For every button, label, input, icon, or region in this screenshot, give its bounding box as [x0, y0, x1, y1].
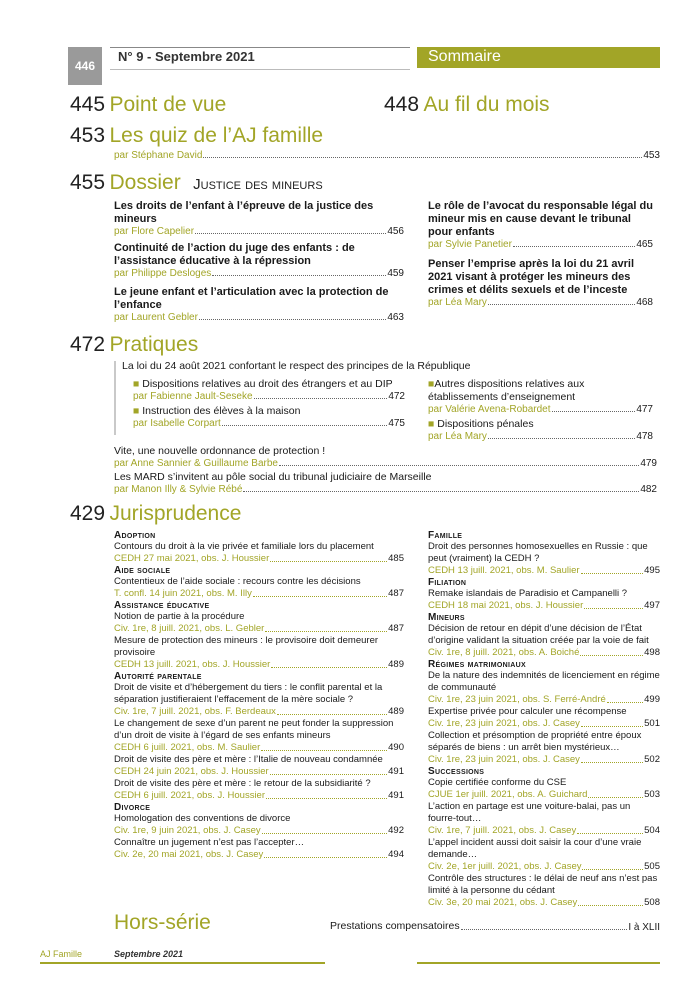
page-ref: 499 — [644, 694, 660, 705]
author: par Laurent Gebler — [114, 312, 198, 323]
case-entry[interactable] — [114, 635, 404, 671]
page-number-box — [68, 47, 102, 85]
case-entry[interactable] — [428, 623, 660, 659]
section-hors-serie[interactable]: Hors-série — [114, 911, 211, 934]
case-reference: T. confl. 14 juin 2021, obs. M. Illy — [114, 588, 252, 599]
bullet-icon: ■ — [133, 405, 140, 417]
page-ref: 490 — [388, 742, 404, 753]
category-heading: Aide sociale — [114, 565, 171, 576]
case-entry[interactable] — [428, 730, 660, 766]
page-ref: 456 — [387, 226, 404, 237]
pratiques-item[interactable] — [133, 378, 405, 402]
case-entry[interactable] — [428, 837, 660, 873]
section-quiz[interactable] — [70, 124, 323, 148]
case-title: Contrôle des structures : le délai de neuf ans n’est pas limité à la personne du cédant — [428, 873, 658, 896]
page-ref: 495 — [644, 565, 660, 576]
category-heading: Autorité parentale — [114, 671, 202, 682]
page-ref: 453 — [643, 150, 660, 161]
author: par Sylvie Panetier — [428, 239, 512, 250]
author: par Fabienne Jault-Seseke — [133, 391, 253, 402]
footer-date: Septembre 2021 — [114, 949, 184, 959]
pratiques-item[interactable] — [133, 405, 405, 429]
page-ref: 501 — [644, 718, 660, 729]
case-reference: Civ. 1re, 7 juill. 2021, obs. J. Casey — [428, 825, 577, 836]
case-reference: Civ. 1re, 9 juin 2021, obs. J. Casey — [114, 825, 261, 836]
section-title: Pratiques — [109, 333, 199, 356]
page-ref: 472 — [388, 391, 405, 402]
case-entry[interactable] — [114, 778, 404, 802]
case-title: Remake islandais de Paradisio et Campanelli ? — [428, 588, 628, 599]
author: par Philippe Desloges — [114, 268, 212, 279]
case-title: Collection et présomption de propriété entre époux séparés de biens : un arrêt bien mystérieux… — [428, 730, 642, 753]
case-reference: Civ. 1re, 23 juin 2021, obs. J. Casey — [428, 754, 580, 765]
pratiques-bracket — [114, 361, 116, 435]
section-number: 429 — [70, 502, 106, 525]
article-title: Les droits de l’enfant à l’épreuve de la justice des mineurs — [114, 200, 374, 225]
case-title: Contours du droit à la vie privée et familiale lors du placement — [114, 541, 374, 552]
case-title: Droit des personnes homosexuelles en Russie : que peut (vraiment) la CEDH ? — [428, 541, 648, 564]
case-title: Homologation des conventions de divorce — [114, 813, 291, 824]
pratiques-item[interactable] — [428, 418, 653, 442]
case-entry[interactable] — [428, 801, 660, 837]
section-number: 453 — [70, 124, 106, 147]
item-title: Autres dispositions relatives aux établissements d’enseignement — [428, 378, 585, 403]
item-title: Dispositions relatives au droit des étrangers et au DIP — [142, 378, 393, 390]
sommaire-title: Sommaire — [428, 48, 501, 65]
author: par Léa Mary — [428, 431, 487, 442]
toc-entry-hors-serie[interactable] — [330, 920, 660, 933]
author: par Stéphane David — [114, 150, 203, 161]
item-title: Instruction des élèves à la maison — [142, 405, 301, 417]
section-number: 448 — [384, 93, 420, 116]
page-ref: 494 — [388, 849, 404, 860]
page-ref: 468 — [636, 297, 653, 308]
page-ref: 487 — [388, 623, 404, 634]
case-entry[interactable] — [428, 541, 660, 577]
case-entry[interactable] — [428, 588, 660, 612]
section-jurisprudence[interactable] — [70, 502, 241, 526]
page-ref: 504 — [644, 825, 660, 836]
case-reference: CEDH 24 juin 2021, obs. J. Houssier — [114, 766, 269, 777]
author: par Valérie Avena-Robardet — [428, 404, 551, 415]
case-title: Mesure de protection des mineurs : le provisoire doit demeurer provisoire — [114, 635, 379, 658]
section-point-de-vue[interactable] — [70, 93, 226, 117]
page-ref: 465 — [636, 239, 653, 250]
page-ref: 487 — [388, 588, 404, 599]
dossier-article[interactable] — [114, 242, 404, 279]
case-reference: CEDH 13 juill. 2021, obs. J. Houssier — [114, 659, 271, 670]
section-au-fil-du-mois[interactable] — [384, 93, 550, 117]
case-reference: Civ. 1re, 23 juin 2021, obs. J. Casey — [428, 718, 580, 729]
item-title: Vite, une nouvelle ordonnance de protection ! — [114, 445, 326, 457]
case-entry[interactable] — [114, 754, 404, 778]
footer-rule-left — [40, 962, 325, 964]
case-reference: CJUE 1er juill. 2021, obs. A. Guichard — [428, 789, 588, 800]
section-title: Les quiz de l’AJ famille — [109, 124, 324, 147]
case-title: Contentieux de l’aide sociale : recours contre les décisions — [114, 576, 361, 587]
case-entry[interactable] — [114, 813, 404, 837]
category-heading: Mineurs — [428, 612, 465, 623]
case-reference: CEDH 13 juill. 2021, obs. M. Saulier — [428, 565, 580, 576]
section-title: Au fil du mois — [423, 93, 550, 116]
page-ref: I à XLII — [628, 922, 660, 933]
dossier-article[interactable] — [114, 286, 404, 323]
author: par Isabelle Corpart — [133, 418, 221, 429]
page-ref: 463 — [387, 312, 404, 323]
category-heading: Famille — [428, 530, 463, 541]
pratiques-item[interactable] — [114, 445, 657, 469]
case-reference: CEDH 6 juill. 2021, obs. M. Saulier — [114, 742, 261, 753]
section-title: Point de vue — [109, 93, 227, 116]
case-reference: CEDH 27 mai 2021, obs. J. Houssier — [114, 553, 270, 564]
bullet-icon: ■ — [428, 378, 435, 390]
section-pratiques[interactable] — [70, 333, 198, 357]
category-heading: Successions — [428, 766, 485, 777]
case-entry[interactable] — [114, 541, 404, 565]
case-title: Droit de visite et d’hébergement du tiers : le conflit parental et la séparation justifieraient l’effacement de la mère sociale ? — [114, 682, 383, 705]
section-number: 455 — [70, 171, 106, 194]
pratiques-item[interactable] — [428, 378, 653, 415]
dossier-theme: Justice des mineurs — [193, 176, 323, 193]
bullet-icon: ■ — [133, 378, 140, 390]
case-title: Notion de partie à la procédure — [114, 611, 245, 622]
section-dossier[interactable] — [70, 171, 323, 195]
case-entry[interactable] — [114, 576, 404, 600]
page-ref: 492 — [388, 825, 404, 836]
case-entry[interactable] — [428, 706, 660, 730]
article-title: Le rôle de l’avocat du responsable légal du mineur mis en cause devant le tribunal pour enfants — [428, 200, 653, 238]
case-title: De la nature des indemnités de licenciement en régime de communauté — [428, 670, 660, 693]
page-ref: 505 — [644, 861, 660, 872]
item-title: Les MARD s’invitent au pôle social du tribunal judiciaire de Marseille — [114, 471, 432, 483]
case-entry[interactable] — [114, 718, 404, 754]
page-ref: 497 — [644, 600, 660, 611]
case-reference: CEDH 18 mai 2021, obs. J. Houssier — [428, 600, 584, 611]
case-entry[interactable] — [114, 611, 404, 635]
case-entry[interactable] — [428, 777, 660, 801]
pratiques-intro: La loi du 24 août 2021 confortant le respect des principes de la République — [122, 360, 471, 372]
dossier-article[interactable] — [428, 200, 653, 250]
case-title: Expertise privée pour calculer une récompense — [428, 706, 627, 717]
article-title: Continuité de l’action du juge des enfants : de l’assistance éducative à la répression — [114, 242, 355, 267]
jurisprudence-left-column — [114, 530, 404, 861]
dossier-article[interactable] — [428, 258, 653, 308]
case-reference: Civ. 1re, 8 juill. 2021, obs. A. Boiché — [428, 647, 580, 658]
page-ref: 485 — [388, 553, 404, 564]
case-entry[interactable] — [114, 837, 404, 861]
page-ref: 482 — [640, 484, 657, 495]
case-reference: Civ. 1re, 8 juill. 2021, obs. L. Gebler — [114, 623, 265, 634]
category-heading: Assistance éducative — [114, 600, 210, 611]
case-title: Le changement de sexe d’un parent ne peut fonder la suppression d’un droit de visite à l’égard de ses enfants mineurs — [114, 718, 394, 741]
page-ref: 475 — [388, 418, 405, 429]
case-title: Droit de visite des père et mère : l’Italie de nouveau condamnée — [114, 754, 383, 765]
page-ref: 491 — [388, 790, 404, 801]
toc-entry-quiz[interactable] — [114, 150, 660, 161]
author: par Léa Mary — [428, 297, 487, 308]
dossier-article[interactable] — [114, 200, 404, 237]
page-ref: 498 — [644, 647, 660, 658]
author: par Manon Illy & Sylvie Rébé — [114, 484, 243, 495]
page-ref: 502 — [644, 754, 660, 765]
item-title: Prestations compensatoires — [330, 920, 460, 932]
page-ref: 489 — [388, 659, 404, 670]
case-title: L’action en partage est une voiture-balai, pas un fourre-tout… — [428, 801, 631, 824]
article-title: Le jeune enfant et l’articulation avec la protection de l’enfance — [114, 286, 389, 311]
section-number: 445 — [70, 93, 106, 116]
case-entry[interactable] — [428, 873, 660, 909]
category-heading: Divorce — [114, 802, 151, 813]
case-title: Droit de visite des père et mère : le retour de la subsidiarité ? — [114, 778, 371, 789]
case-reference: Civ. 2e, 20 mai 2021, obs. J. Casey — [114, 849, 264, 860]
footer-rule-right — [417, 962, 660, 964]
case-title: L’appel incident aussi doit saisir la cour d’une vraie demande… — [428, 837, 642, 860]
case-entry[interactable] — [114, 682, 404, 718]
bullet-icon: ■ — [428, 418, 435, 430]
case-entry[interactable] — [428, 670, 660, 706]
page-ref: 479 — [640, 458, 657, 469]
section-number: 472 — [70, 333, 106, 356]
section-title: Dossier — [109, 171, 181, 194]
page-ref: 478 — [636, 431, 653, 442]
page-ref: 491 — [388, 766, 404, 777]
page-ref: 508 — [644, 897, 660, 908]
pratiques-item[interactable] — [114, 471, 657, 495]
article-title: Penser l’emprise après la loi du 21 avril 2021 visant à protéger les mineurs des crimes et délits sexuels et de l’inceste — [428, 258, 635, 296]
page-ref: 459 — [387, 268, 404, 279]
case-reference: Civ. 1re, 7 juill. 2021, obs. F. Berdeaux — [114, 706, 276, 717]
page-ref: 477 — [636, 404, 653, 415]
case-reference: Civ. 3e, 20 mai 2021, obs. J. Casey — [428, 897, 578, 908]
case-title: Connaître un jugement n’est pas l’accepter… — [114, 837, 305, 848]
page-ref: 489 — [388, 706, 404, 717]
category-heading: Filiation — [428, 577, 467, 588]
issue-label: N° 9 - Septembre 2021 — [118, 49, 255, 64]
author: par Anne Sannier & Guillaume Barbe — [114, 458, 278, 469]
author: par Flore Capelier — [114, 226, 195, 237]
item-title: Dispositions pénales — [437, 418, 534, 430]
page-number: 446 — [74, 59, 96, 73]
case-reference: CEDH 6 juill. 2021, obs. J. Houssier — [114, 790, 266, 801]
category-heading: Adoption — [114, 530, 156, 541]
section-title: Jurisprudence — [109, 502, 242, 525]
jurisprudence-right-column — [428, 530, 660, 909]
case-reference: Civ. 1re, 23 juin 2021, obs. S. Ferré-André — [428, 694, 606, 705]
case-title: Copie certifiée conforme du CSE — [428, 777, 567, 788]
case-title: Décision de retour en dépit d’une décision de l’État d’origine validant la situation créée par la voie de fait — [428, 623, 649, 646]
case-reference: Civ. 2e, 1er juill. 2021, obs. J. Casey — [428, 861, 582, 872]
category-heading: Régimes matrimoniaux — [428, 659, 526, 670]
page-ref: 503 — [644, 789, 660, 800]
footer-brand: AJ Famille — [40, 949, 83, 959]
